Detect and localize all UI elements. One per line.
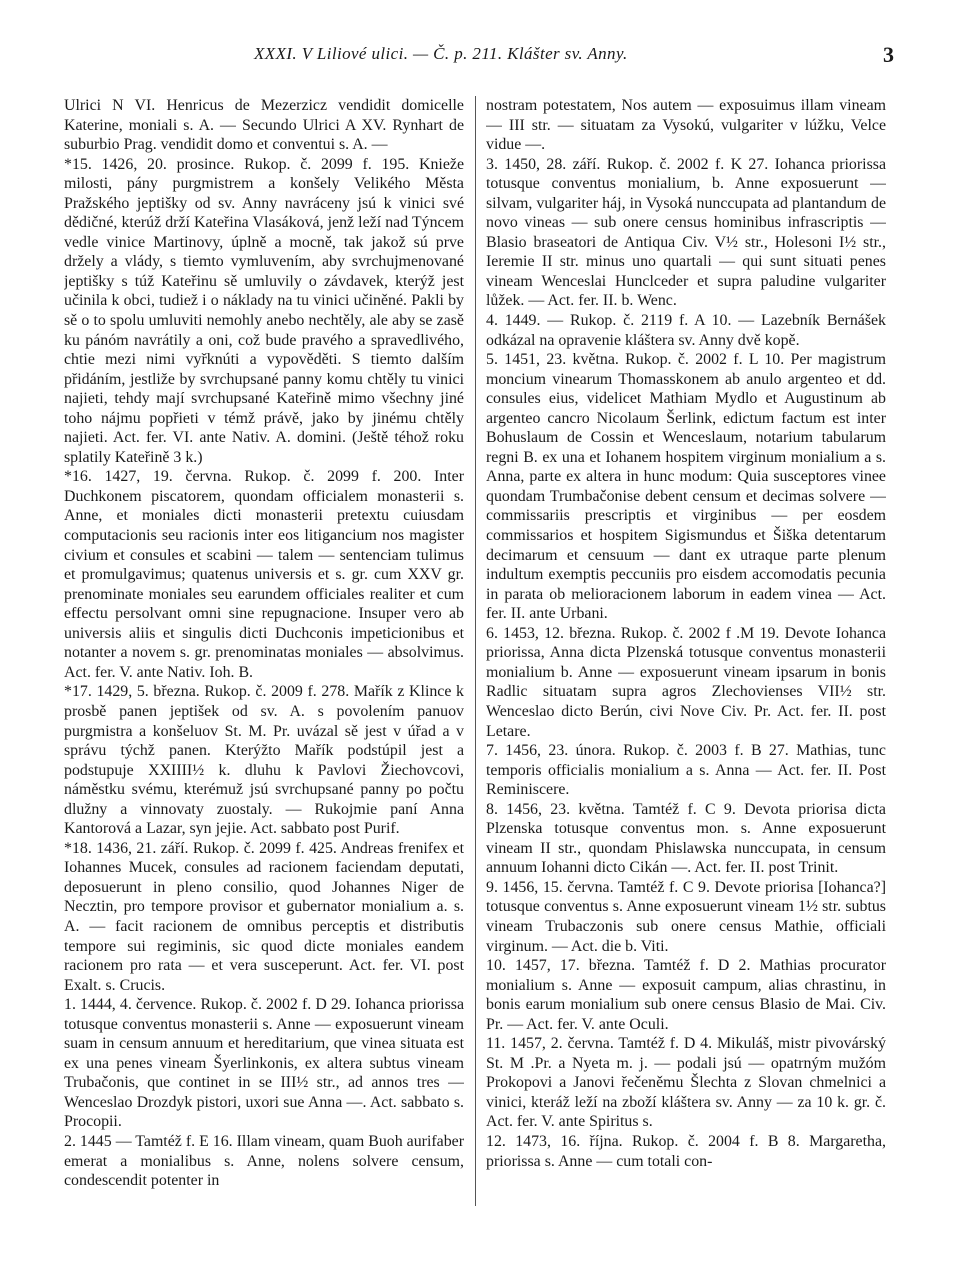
paragraph: *17. 1429, 5. března. Rukop. č. 2009 f. 278. Mařík z Klince k prosbě panen jeptišek od sv. A. s povolením panuov purgmistra a konšeluov St. M. Pr. uvázal sě jest v úřad a v správu týchž panen. Kterýžto Mařík podstúpil jest a podstupuje XXIIII½ k. dluhu k Pavlovi Žiechovcovi, náměstku svému, kterémuž jsú svrchupsané panny po počtu dlužny a vinnovaty zuostaly. — Rukojmie paní Anna Kantorová a Lazar, syn jejie. Act. sabbato post Purif. (64, 683, 464, 838)
paragraph: 7. 1456, 23. února. Rukop. č. 2003 f. B 27. Mathias, tunc temporis officialis monialium a s. Anna — Act. fer. II. Post Reminiscere. (486, 742, 886, 799)
paragraph: *15. 1426, 20. prosince. Rukop. č. 2099 f. 195. Knieže milosti, pány purgmistrem a konšely Velikého Města Pražského jeptišky od sv. Anny navráceny jsú k vinici své dědičné, kterúž drží Kateřina Vlasáková, jenž leží nad Týncem vedle vinice Martinovy, úplně a mocně, tak jakož sú prve držely a vlády, s tiemto vymluvením, aby svrchujmenované jeptišky s túž Kateřinu sě umluvily o závdavek, kterýž jest učinila k obci, tudiež i o náklady na tu vinici učiněné. Pakli by sě o to spolu umluviti nemohly anebo nechtěly, ale aby se zasě ku pánóm navrátily a oni, což bude pravého a spravedlivého, chtie mezi nimi vyřknúti a vypověděti. S tiemto dalším přidáním, jestliže by svrchupsané panny komu chtěly tu vinici najieti, tehdy mají svrchupsané Kateřině mimo všechny jiné toho nájmu popřieti v témž právě, jako by jinému chtěly najieti. Act. fer. VI. ante Nativ. A. domini. (Ještě téhož roku splatily Kateřině 3 k.) (64, 155, 464, 466)
paragraph: 11. 1457, 2. června. Tamtéž f. D 4. Mikuláš, mistr pivovárský St. M .Pr. a Nyeta m. j. — podali jsú — opatrným mužóm Prokopovi a Janovi řečeněmu Šlechta z Slovan chmelnici a vinici, kteráž leží na zboží kláštera sv. Anny — za 10 k. gr. č. Act. fer. V. ante Spiritus s. (486, 1035, 886, 1131)
paragraph: 4. 1449. — Rukop. č. 2119 f. A 10. — Lazebník Bernášek odkázal na opravenie kláštera sv. Anny dvě kopě. (486, 312, 886, 349)
paragraph: nostram potestatem, Nos autem — exposuimus illam vineam — III str. — situatam za Vysokú, vulgariter v lúžku, Velce vidue —. (486, 97, 886, 154)
running-head (64, 44, 894, 74)
paragraph: 10. 1457, 17. března. Tamtéž f. D 2. Mathias procurator monialium s. Anne — exposuit campum, alias chrastinu, in bonis earum monialium sub onere census Blasio de Mai. Civ. Pr. — Act. fer. V. ante Oculi. (486, 957, 886, 1033)
paragraph: 2. 1445 — Tamtéž f. E 16. Illam vineam, quam Buoh aurifaber emerat a monialibus s. Anne, nolens solvere censum, condescendit potenter in (64, 1132, 464, 1190)
paragraph: 12. 1473, 16. října. Rukop. č. 2004 f. B 8. Margaretha, priorissa s. Anne — cum totali con- (486, 1132, 886, 1170)
right-column (486, 96, 886, 1241)
column-divider (475, 96, 476, 1206)
paragraph: 1. 1444, 4. července. Rukop. č. 2002 f. D 29. Iohanca priorissa totusque conventus monasterii s. Anne — exposuerunt vineam suam in censum annuum et hereditarium, que vinea situata est ex una penes vineam Šyerlinkonis, ex altera subtus vineam Trubačonis, que continet in se III½ str., ad annos tres — Wenceslao Drozdyk pistori, uxori sue Anna —. Act. sabbato s. Procopii. (64, 996, 464, 1131)
paragraph: Ulrici N VI. Henricus de Mezerzicz vendidit domicelle Katerine, moniali s. A. — Secundo Ulrici A XV. Rynhart de suburbio Prag. vendidit domo et conventui s. A. — (64, 97, 464, 154)
paragraph: 3. 1450, 28. září. Rukop. č. 2002 f. K 27. Iohanca priorissa totusque conventus monialium, b. Anne exposuerunt — silvam, vulgariter háj, in Vysoká nunccupata ad plantandum de novo vineas — sub onere census hominibus infrascriptis — Blasio braseatori de Antiqua Civ. V½ str., Holesoni I½ str., Ieremie II str. minus uno quartali — qui sunt situati penes vineam Wenceslai Hunclceder et supra paludine vulgariter lůžek. — Act. fer. II. b. Wenc. (486, 155, 886, 310)
running-title: XXXI. V Liliové ulici. — Č. p. 211. Klášter sv. Anny. (254, 44, 628, 63)
paragraph: 6. 1453, 12. března. Rukop. č. 2002 f .M 19. Devote Iohanca priorissa, Anna dicta Plzenská totusque conventus monasterii monialium b. Anne — exposuerunt vineam ipsarum in bonis Radlic situatam supra agros Zlechovienses VII½ str. Wenceslao dicto Berún, civi Nove Civ. Pr. Act. fer. II. post Letare. (486, 624, 886, 740)
paragraph: *16. 1427, 19. června. Rukop. č. 2099 f. 200. Inter Duchkonem piscatorem, quondam officialem monasterii s. Anne, et moniales dicti monasterii pretextu cuiusdam computacionis seu racionis inter eos litigancium nos magister civium et consules et scabini — talem — sentenciam tulimus et promulgavimus; quatenus universis et s. gr. cum XXV gr. prenominate moniales seu earundem officiales realiter et cum effectu persolvant omni sine repugnacione. Insuper vero ab universis aliis et singulis dicti Duchconis impeticionibus et notanter a novem s. gr. prenominatas moniales — absolvimus. Act. fer. V. ante Nativ. Ioh. B. (64, 468, 464, 681)
paragraph: 9. 1456, 15. června. Tamtéž f. C 9. Devote priorisa [Iohanca?] totusque conventus s. Anne exposuerunt vineam 1½ str. subtus vineam Trubaczonis sub onere census Mathie, officiali virginum. — Act. die b. Viti. (486, 878, 886, 955)
page-number: 3 (883, 42, 894, 67)
paragraph: 5. 1451, 23. května. Rukop. č. 2002 f. L 10. Per magistrum moncium vinearum Thomasskonem ab anulo argenteo et dd. consules eius, videlicet Mathiam Mydlo et Augustinum ab argenteo cancro Nicolaum Šerlink, edictum factum est inter Bohuslaum de Cossin et Wenceslaum, notarium tabularum regni B. ex una et Iohanem hospitem virginum monialium a s. Anna, parte ex altera in hunc modum: Quia susceptores vinee quondam Trumbačonise debent censum et decimas solvere — commissariis prescriptis et virginibus — per eosdem commissarios et hospitem Sigismundus et Šiška detentarum decimarum et censuum — dant ex utraque parte plenum indultum exemptis peccuniis pro eisdem accomodatis pecunia in parata ob melioracionem laborum in eadem vinea — Act. fer. II. ante Urbani. (486, 351, 886, 623)
paragraph: 8. 1456, 23. května. Tamtéž f. C 9. Devota priorisa dicta Plzenska totusque conventus mon. s. Anne exposuerunt vineam II str., quondam Phislawska nunccupata, in censum annuum Iohanni dicto Cikán —. Act. fer. II. post Trinit. (486, 800, 886, 877)
paragraph: *18. 1436, 21. září. Rukop. č. 2099 f. 425. Andreas frenifex et Iohannes Mucek, consules ad racionem faciendam deputati, deposuerunt in pleno consilio, quod Johannes Niger de Necztin, pro tempore provisor et gubernator monialium a. s. A. — facit racionem de omnibus perceptis et distributis tempore sui regiminis, sic quod dicte moniales eandem racionem pro rata — et vera susceperunt. Act. fer. VI. post Exalt. s. Crucis. (64, 839, 464, 994)
left-column (64, 96, 464, 1241)
